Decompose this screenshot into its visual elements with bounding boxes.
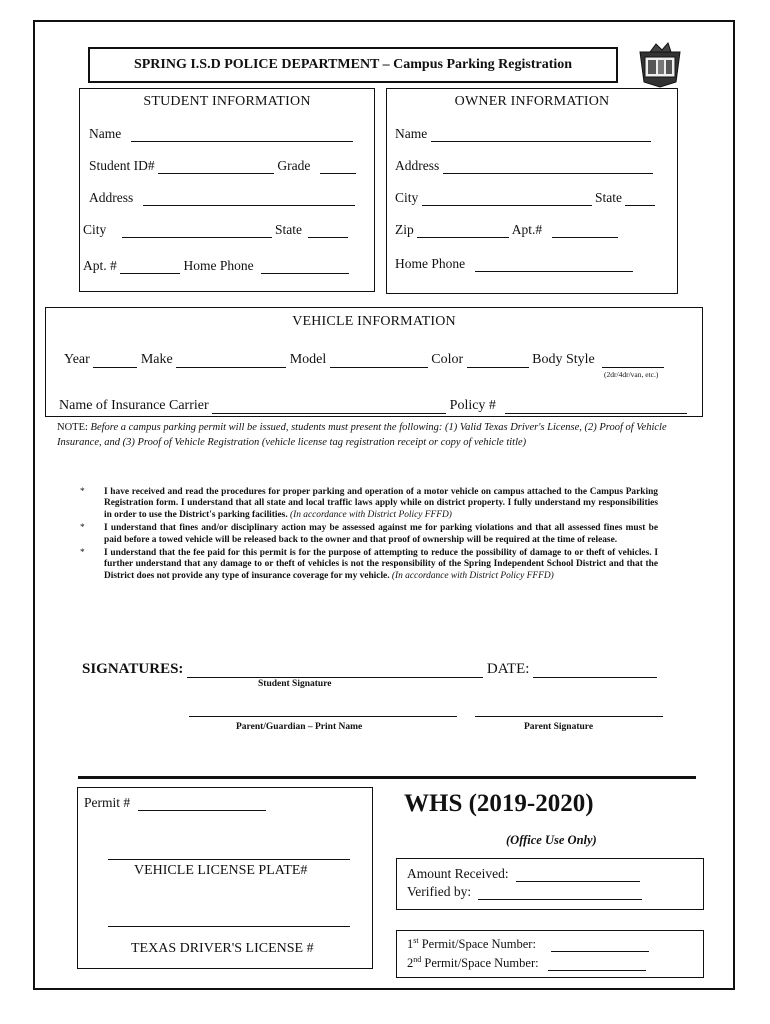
parent-signature-caption: Parent Signature bbox=[524, 722, 594, 732]
owner-home-phone-field[interactable] bbox=[475, 271, 633, 272]
license-plate-label: VEHICLE LICENSE PLATE# bbox=[134, 863, 308, 878]
owner-city-label: City bbox=[395, 190, 419, 205]
owner-state-label: State bbox=[595, 190, 623, 205]
policy-reference: (In accordance with District Policy FFFD) bbox=[290, 509, 452, 520]
student-name-field[interactable] bbox=[131, 141, 353, 142]
permit-label: Permit # bbox=[84, 795, 131, 810]
insurance-carrier-label: Name of Insurance Carrier bbox=[59, 398, 209, 413]
school-crest-icon bbox=[636, 42, 684, 88]
vehicle-year-field[interactable] bbox=[93, 367, 137, 368]
license-plate-field[interactable] bbox=[108, 845, 350, 860]
permit-field[interactable] bbox=[138, 810, 266, 811]
student-address-label: Address bbox=[89, 190, 134, 205]
permit-1-sup: st bbox=[413, 936, 419, 945]
signatures-label: SIGNATURES: bbox=[82, 661, 184, 677]
acknowledgement-item bbox=[80, 523, 658, 546]
policy-label: Policy # bbox=[449, 398, 496, 413]
vehicle-body-style-hint: (2dr/4dr/van, etc.) bbox=[604, 370, 659, 379]
vehicle-model-field[interactable] bbox=[330, 367, 428, 368]
acknowledgement-text: I have received and read the procedures for proper parking and operation of a motor vehicle on campus attached to the Campus Parking Registration form. I understand that all state and local traffic laws apply while on district property. I fully understand my responsibilities in order to use the District's parking facilities. bbox=[104, 487, 658, 520]
owner-home-phone-label: Home Phone bbox=[395, 256, 466, 271]
drivers-license-field[interactable] bbox=[108, 912, 350, 927]
student-apt-field[interactable] bbox=[120, 273, 180, 274]
student-id-field[interactable] bbox=[158, 173, 274, 174]
student-address-field[interactable] bbox=[143, 205, 355, 206]
amount-received-label: Amount Received: bbox=[407, 866, 509, 881]
amount-received-field[interactable] bbox=[516, 881, 640, 882]
owner-name-field[interactable] bbox=[431, 141, 651, 142]
permit-2-sup: nd bbox=[413, 955, 422, 964]
vehicle-year-label: Year bbox=[64, 352, 90, 367]
permit-1-label: Permit/Space Number: bbox=[421, 937, 536, 952]
insurance-carrier-field[interactable] bbox=[212, 413, 446, 414]
acknowledgement-list bbox=[80, 487, 658, 584]
note-paragraph bbox=[57, 420, 707, 450]
owner-city-field[interactable] bbox=[422, 205, 592, 206]
school-year-title: WHS (2019-2020) bbox=[404, 790, 594, 817]
acknowledgement-text: I understand that fines and/or disciplinary action may be assessed against me for parking violations and that all assessed fines must be paid before a towed vehicle will be released back to the owner and that proof of ownership will be required at the time of release. bbox=[104, 523, 658, 545]
office-divider bbox=[78, 776, 696, 779]
note-label: NOTE: bbox=[57, 422, 88, 433]
owner-apt-label: Apt.# bbox=[511, 222, 543, 237]
student-info-title: STUDENT INFORMATION bbox=[143, 94, 311, 109]
student-city-label: City bbox=[83, 222, 107, 237]
student-id-label: Student ID# bbox=[89, 158, 155, 173]
student-signature-caption: Student Signature bbox=[258, 679, 332, 689]
policy-reference: (In accordance with District Policy FFFD) bbox=[391, 570, 554, 581]
owner-apt-field[interactable] bbox=[552, 237, 618, 238]
student-state-field[interactable] bbox=[308, 237, 348, 238]
acknowledgement-text: I understand that the fee paid for this permit is for the purpose of attempting to reduce the possibility of damage to or theft of vehicles. I further understand that any damage to or theft of vehicles is not the responsibility of the Spring Independent School District and that the District does not provide any type of insurance coverage for my vehicle. bbox=[104, 548, 658, 581]
form-title-text: SPRING I.S.D POLICE DEPARTMENT – Campus Parking Registration bbox=[133, 57, 573, 72]
vehicle-model-label: Model bbox=[289, 352, 327, 367]
bullet-star: * bbox=[80, 548, 85, 559]
verified-by-field[interactable] bbox=[478, 899, 642, 900]
owner-info-title: OWNER INFORMATION bbox=[454, 94, 610, 109]
policy-field[interactable] bbox=[505, 413, 687, 414]
parent-signature-field[interactable] bbox=[475, 702, 663, 717]
acknowledgement-item bbox=[80, 548, 658, 582]
bullet-star: * bbox=[80, 523, 85, 534]
permit-2-field[interactable] bbox=[548, 970, 646, 971]
vehicle-info-title: VEHICLE INFORMATION bbox=[292, 314, 456, 329]
permit-1-field[interactable] bbox=[551, 951, 649, 952]
parent-print-name-field[interactable] bbox=[189, 702, 457, 717]
permit-1-number: 1 bbox=[407, 937, 414, 952]
student-home-phone-label: Home Phone bbox=[183, 258, 254, 273]
permit-2-label: Permit/Space Number: bbox=[424, 956, 539, 971]
owner-address-field[interactable] bbox=[443, 173, 653, 174]
form-title bbox=[88, 47, 618, 83]
student-state-label: State bbox=[275, 222, 303, 237]
date-label: DATE: bbox=[486, 661, 530, 677]
student-home-phone-field[interactable] bbox=[261, 273, 349, 274]
vehicle-make-field[interactable] bbox=[176, 367, 286, 368]
student-grade-field[interactable] bbox=[320, 173, 356, 174]
permit-2-number: 2 bbox=[407, 956, 414, 971]
vehicle-color-field[interactable] bbox=[467, 367, 529, 368]
note-text: Before a campus parking permit will be issued, students must present the following: (1) Valid Texas Driver's License, (2) Proof of Vehicle Insurance, and (3) Proof of Vehicle Registration (vehicle license tag registration receipt or copy of vehicle title) bbox=[57, 422, 667, 448]
owner-zip-field[interactable] bbox=[417, 237, 509, 238]
vehicle-make-label: Make bbox=[140, 352, 173, 367]
owner-state-field[interactable] bbox=[625, 205, 655, 206]
owner-address-label: Address bbox=[395, 158, 440, 173]
student-signature-field[interactable] bbox=[187, 677, 483, 678]
vehicle-body-style-label: Body Style bbox=[532, 352, 595, 367]
vehicle-color-label: Color bbox=[431, 352, 464, 367]
verified-by-label: Verified by: bbox=[407, 884, 472, 899]
owner-zip-label: Zip bbox=[395, 222, 414, 237]
owner-name-label: Name bbox=[395, 126, 428, 141]
student-name-label: Name bbox=[89, 126, 122, 141]
parent-print-name-caption: Parent/Guardian – Print Name bbox=[236, 722, 363, 732]
student-grade-label: Grade bbox=[277, 158, 311, 173]
office-use-label: (Office Use Only) bbox=[506, 833, 597, 847]
vehicle-body-style-field[interactable] bbox=[602, 367, 664, 368]
student-city-field[interactable] bbox=[122, 237, 272, 238]
bullet-star: * bbox=[80, 487, 85, 497]
student-apt-label: Apt. # bbox=[83, 258, 117, 273]
date-field[interactable] bbox=[533, 677, 657, 678]
acknowledgement-item bbox=[80, 487, 658, 521]
drivers-license-label: TEXAS DRIVER'S LICENSE # bbox=[131, 941, 314, 956]
